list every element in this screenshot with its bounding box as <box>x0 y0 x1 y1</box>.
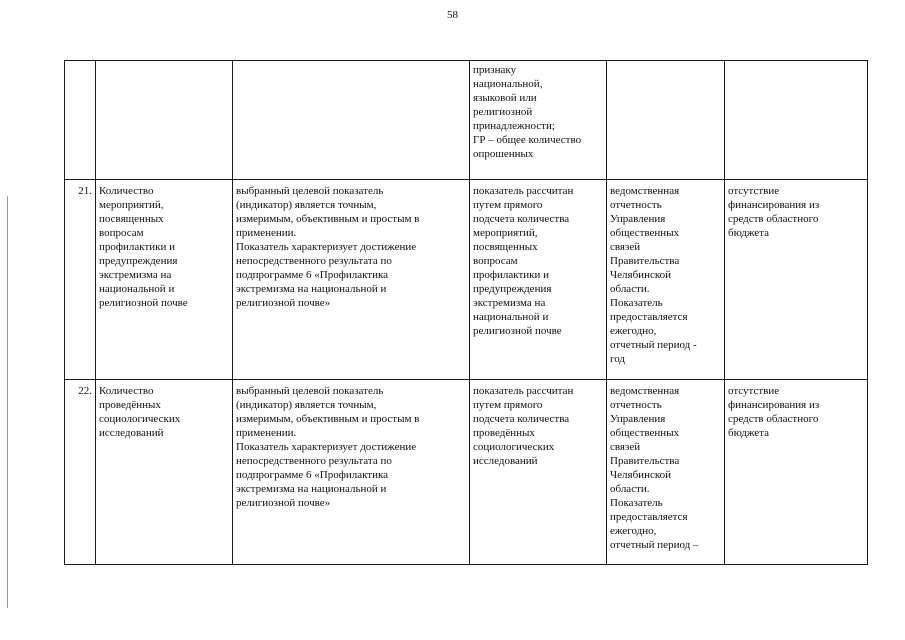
table-row <box>65 380 868 565</box>
indicator-name-cell: Количество проведённых социологических исследований <box>96 380 233 565</box>
row-number-cell: 22. <box>65 380 96 565</box>
row-number-cell: 21. <box>65 180 96 380</box>
scan-margin-line <box>7 196 8 608</box>
page-number: 58 <box>447 9 458 21</box>
indicator-name-cell: Количество мероприятий, посвященных вопросам профилактики и предупреждения экстремизма на национальной и религиозной почве <box>96 180 233 380</box>
data-source-cell: ведомственная отчетность Управления общественных связей Правительства Челябинской области. Показатель предоставляется ежегодно, отчетный период – <box>607 380 725 565</box>
table-row-continued <box>65 61 868 180</box>
indicator-table <box>64 60 868 565</box>
row-number-cell <box>65 61 96 180</box>
exclusion-factor-cell <box>725 61 868 180</box>
definition-cell: выбранный целевой показатель (индикатор) является точным, измеримым, объективным и простым в применении. Показатель характеризует достижение непосредственного результата по подпрограмме 6 «Профилактика экстремизма на национальной и религиозной почве» <box>233 180 470 380</box>
exclusion-factor-cell: отсутствие финансирования из средств областного бюджета <box>725 380 868 565</box>
definition-cell <box>233 61 470 180</box>
indicator-name-cell <box>96 61 233 180</box>
data-source-cell <box>607 61 725 180</box>
calculation-method-cell: признаку национальной, языковой или религиозной принадлежности; ГР – общее количество опрошенных <box>470 61 607 180</box>
table-row <box>65 180 868 380</box>
definition-cell: выбранный целевой показатель (индикатор) является точным, измеримым, объективным и простым в применении. Показатель характеризует достижение непосредственного результата по подпрограмме 6 «Профилактика экстремизма на национальной и религиозной почве» <box>233 380 470 565</box>
calculation-method-cell: показатель рассчитан путем прямого подсчета количества проведённых социологических исследований <box>470 380 607 565</box>
calculation-method-cell: показатель рассчитан путем прямого подсчета количества мероприятий, посвященных вопросам профилактики и предупреждения экстремизма на национальной и религиозной почве <box>470 180 607 380</box>
exclusion-factor-cell: отсутствие финансирования из средств областного бюджета <box>725 180 868 380</box>
data-source-cell: ведомственная отчетность Управления общественных связей Правительства Челябинской области. Показатель предоставляется ежегодно, отчетный период - год <box>607 180 725 380</box>
